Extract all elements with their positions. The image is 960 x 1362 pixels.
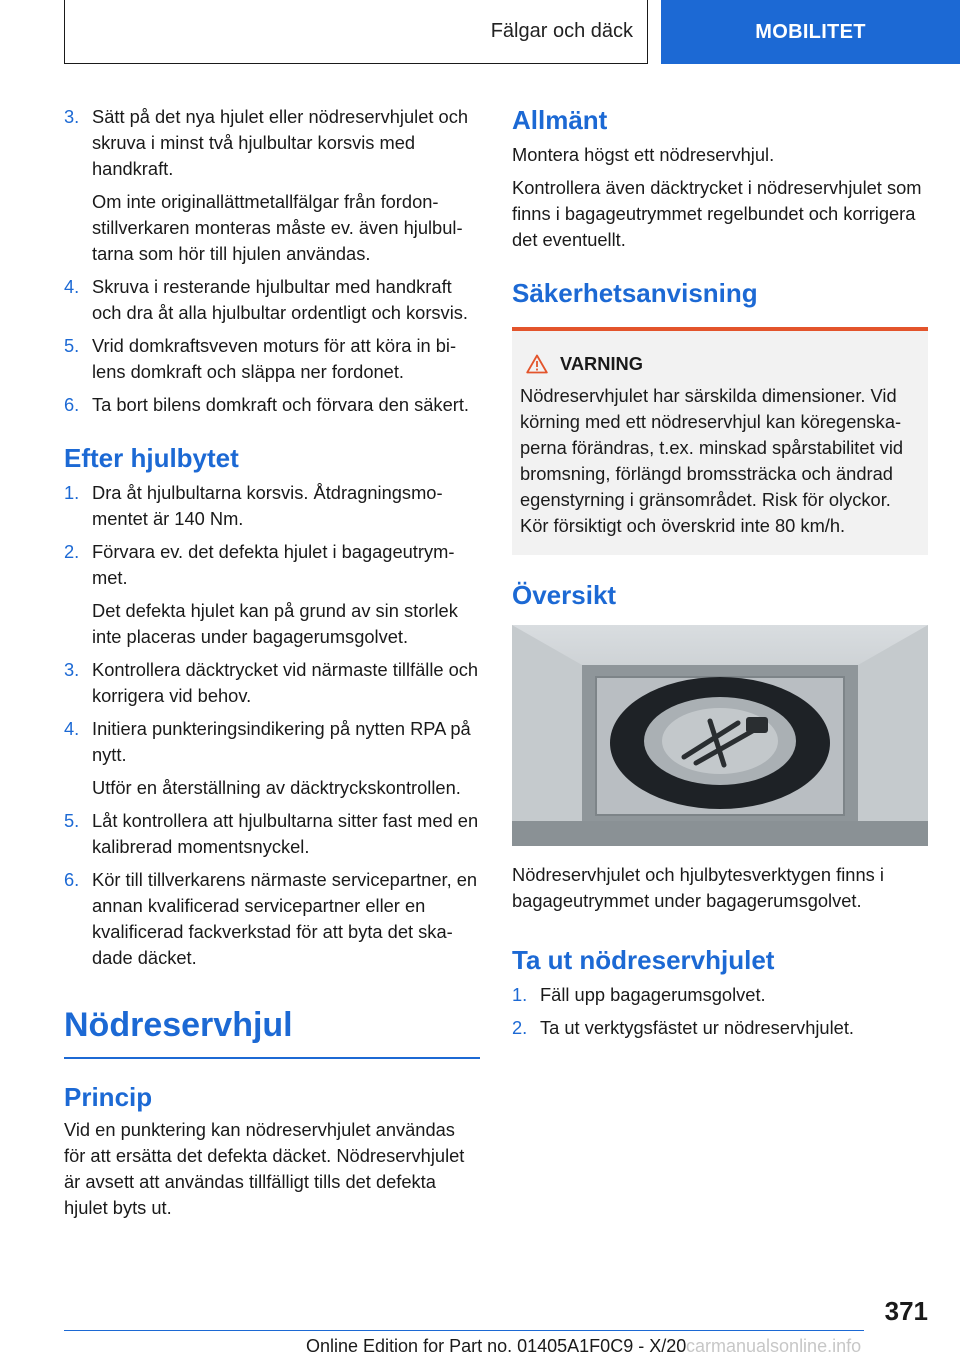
edition-text: Online Edition for Part no. 01405A1F0C9 - X/20 (306, 1336, 687, 1356)
warning-triangle-icon (526, 354, 548, 374)
list-text: Kör till tillverkarens närmaste servicepartner, en annan kvalificerad servicepartner eller en kvalificerad fackverkstad för att byta det skadade däcket. (92, 869, 478, 968)
list-number: 1. (512, 984, 528, 1005)
list-text: Fäll upp bagagerumsgolvet. (540, 984, 766, 1005)
header-section-tab (64, 0, 648, 64)
list-number: 2. (64, 541, 80, 562)
list-text: Förvara ev. det defekta hjulet i bagageutrymmet. (92, 541, 455, 588)
list-item (64, 392, 480, 418)
list-item (64, 274, 480, 326)
list-item (64, 716, 480, 801)
list-number: 6. (64, 394, 80, 415)
list-text: Låt kontrollera att hjulbultarna sitter fast med en kalibrerad momentsnyckel. (92, 810, 479, 857)
list-text: Ta bort bilens domkraft och förvara den säkert. (92, 394, 469, 415)
list-text: Skruva i resterande hjulbultar med handkraft och dra åt alla hjulbultar ordentligt och korsvis. (92, 276, 468, 323)
list-text: Vrid domkraftsveven moturs för att köra in bilens domkraft och släppa ner fordonet. (92, 335, 457, 382)
list-item (64, 657, 480, 709)
warning-box (512, 327, 928, 555)
heading-principle: Princip (64, 1081, 153, 1112)
list-text: Ta ut verktygsfästet ur nödreservhjulet. (540, 1017, 854, 1038)
warning-text: Nödreservhjulet har särskilda dimensioner. Vid körning med ett nödreservhjul kan köregenskaperna förändras, t.ex. minskad spårstabilitet vid bromsning, förlängd bromssträcka och ändrad egenstyrning i gränsområdet. Risk för olyckor. Kör försiktigt och överskrid inte 80 km/h. (520, 385, 904, 536)
list-number: 5. (64, 810, 80, 831)
general-text-1: Montera högst ett nödreservhjul. (512, 144, 775, 165)
header-section-label: Fälgar och däck (490, 20, 633, 42)
list-number: 3. (64, 659, 80, 680)
footer-rule (64, 1330, 864, 1331)
list-item (64, 539, 480, 650)
watermark: carmanualsonline.info (686, 1336, 862, 1356)
list-text: Det defekta hjulet kan på grund av sin storlek inte placeras under bagagerumsgolvet. (92, 600, 458, 647)
right-column (512, 104, 928, 1048)
warning-label: VARNING (560, 353, 643, 374)
photo-caption: Nödreservhjulet och hjulbytesverktygen finns i bagageutrymmet under bagagerumsgolvet. (512, 864, 884, 911)
general-text-2: Kontrollera även däcktrycket i nödreservhjulet som finns i bagageutrymmet regelbundet och korrigera det eventuellt. (512, 177, 922, 250)
list-number: 3. (64, 106, 80, 127)
list-item (512, 982, 928, 1008)
header-chapter-label: MOBILITET (755, 20, 866, 43)
principle-text: Vid en punktering kan nödreservhjulet användas för att ersätta det defekta däcket. Nödreservhjulet är avsett att användas tillfälligt tills det defekta hjulet byts ut. (64, 1118, 465, 1218)
spare-wheel-photo (512, 625, 928, 846)
list-number: 2. (512, 1017, 528, 1038)
warning-header (520, 353, 920, 375)
page-number: 371 (884, 1296, 928, 1326)
list-text: Utför en återställning av däcktryckskontrollen. (92, 777, 461, 798)
list-text: Om inte originallättmetallfälgar från fordonstillverkaren monteras måste ev. även hjulbultarna som hör till hjulen användas. (92, 191, 463, 264)
list-number: 6. (64, 869, 80, 890)
list-number: 1. (64, 482, 80, 503)
heading-overview: Översikt (512, 580, 617, 610)
left-column (64, 104, 480, 1221)
list-number: 4. (64, 276, 80, 297)
step-list-b (64, 480, 480, 971)
list-item (64, 104, 480, 267)
list-number: 5. (64, 335, 80, 356)
step-list-a (64, 104, 480, 418)
list-item (64, 867, 480, 971)
list-item (512, 1015, 928, 1041)
remove-step-list (512, 982, 928, 1041)
chapter-title: Nödreservhjul (64, 1006, 293, 1044)
list-item (64, 808, 480, 860)
list-item (64, 480, 480, 532)
heading-general: Allmänt (512, 105, 608, 135)
list-text: Initiera punkteringsindikering på nytten RPA på nytt. (92, 718, 471, 765)
list-text: Dra åt hjulbultarna korsvis. Åtdragningsmomentet är 140 Nm. (92, 482, 443, 529)
heading-remove-spare: Ta ut nödreservhjulet (512, 945, 775, 975)
header-chapter-tab (661, 0, 960, 64)
heading-after-wheel-change: Efter hjulbytet (64, 443, 239, 473)
list-text: Sätt på det nya hjulet eller nödreservhjulet och skruva i minst två hjulbultar korsvis med handkraft. (92, 106, 469, 179)
heading-safety: Säkerhetsanvisning (512, 278, 758, 308)
list-number: 4. (64, 718, 80, 739)
chapter-title-rule (64, 1057, 480, 1059)
list-text: Kontrollera däcktrycket vid närmaste tillfälle och korrigera vid behov. (92, 659, 479, 706)
list-item (64, 333, 480, 385)
